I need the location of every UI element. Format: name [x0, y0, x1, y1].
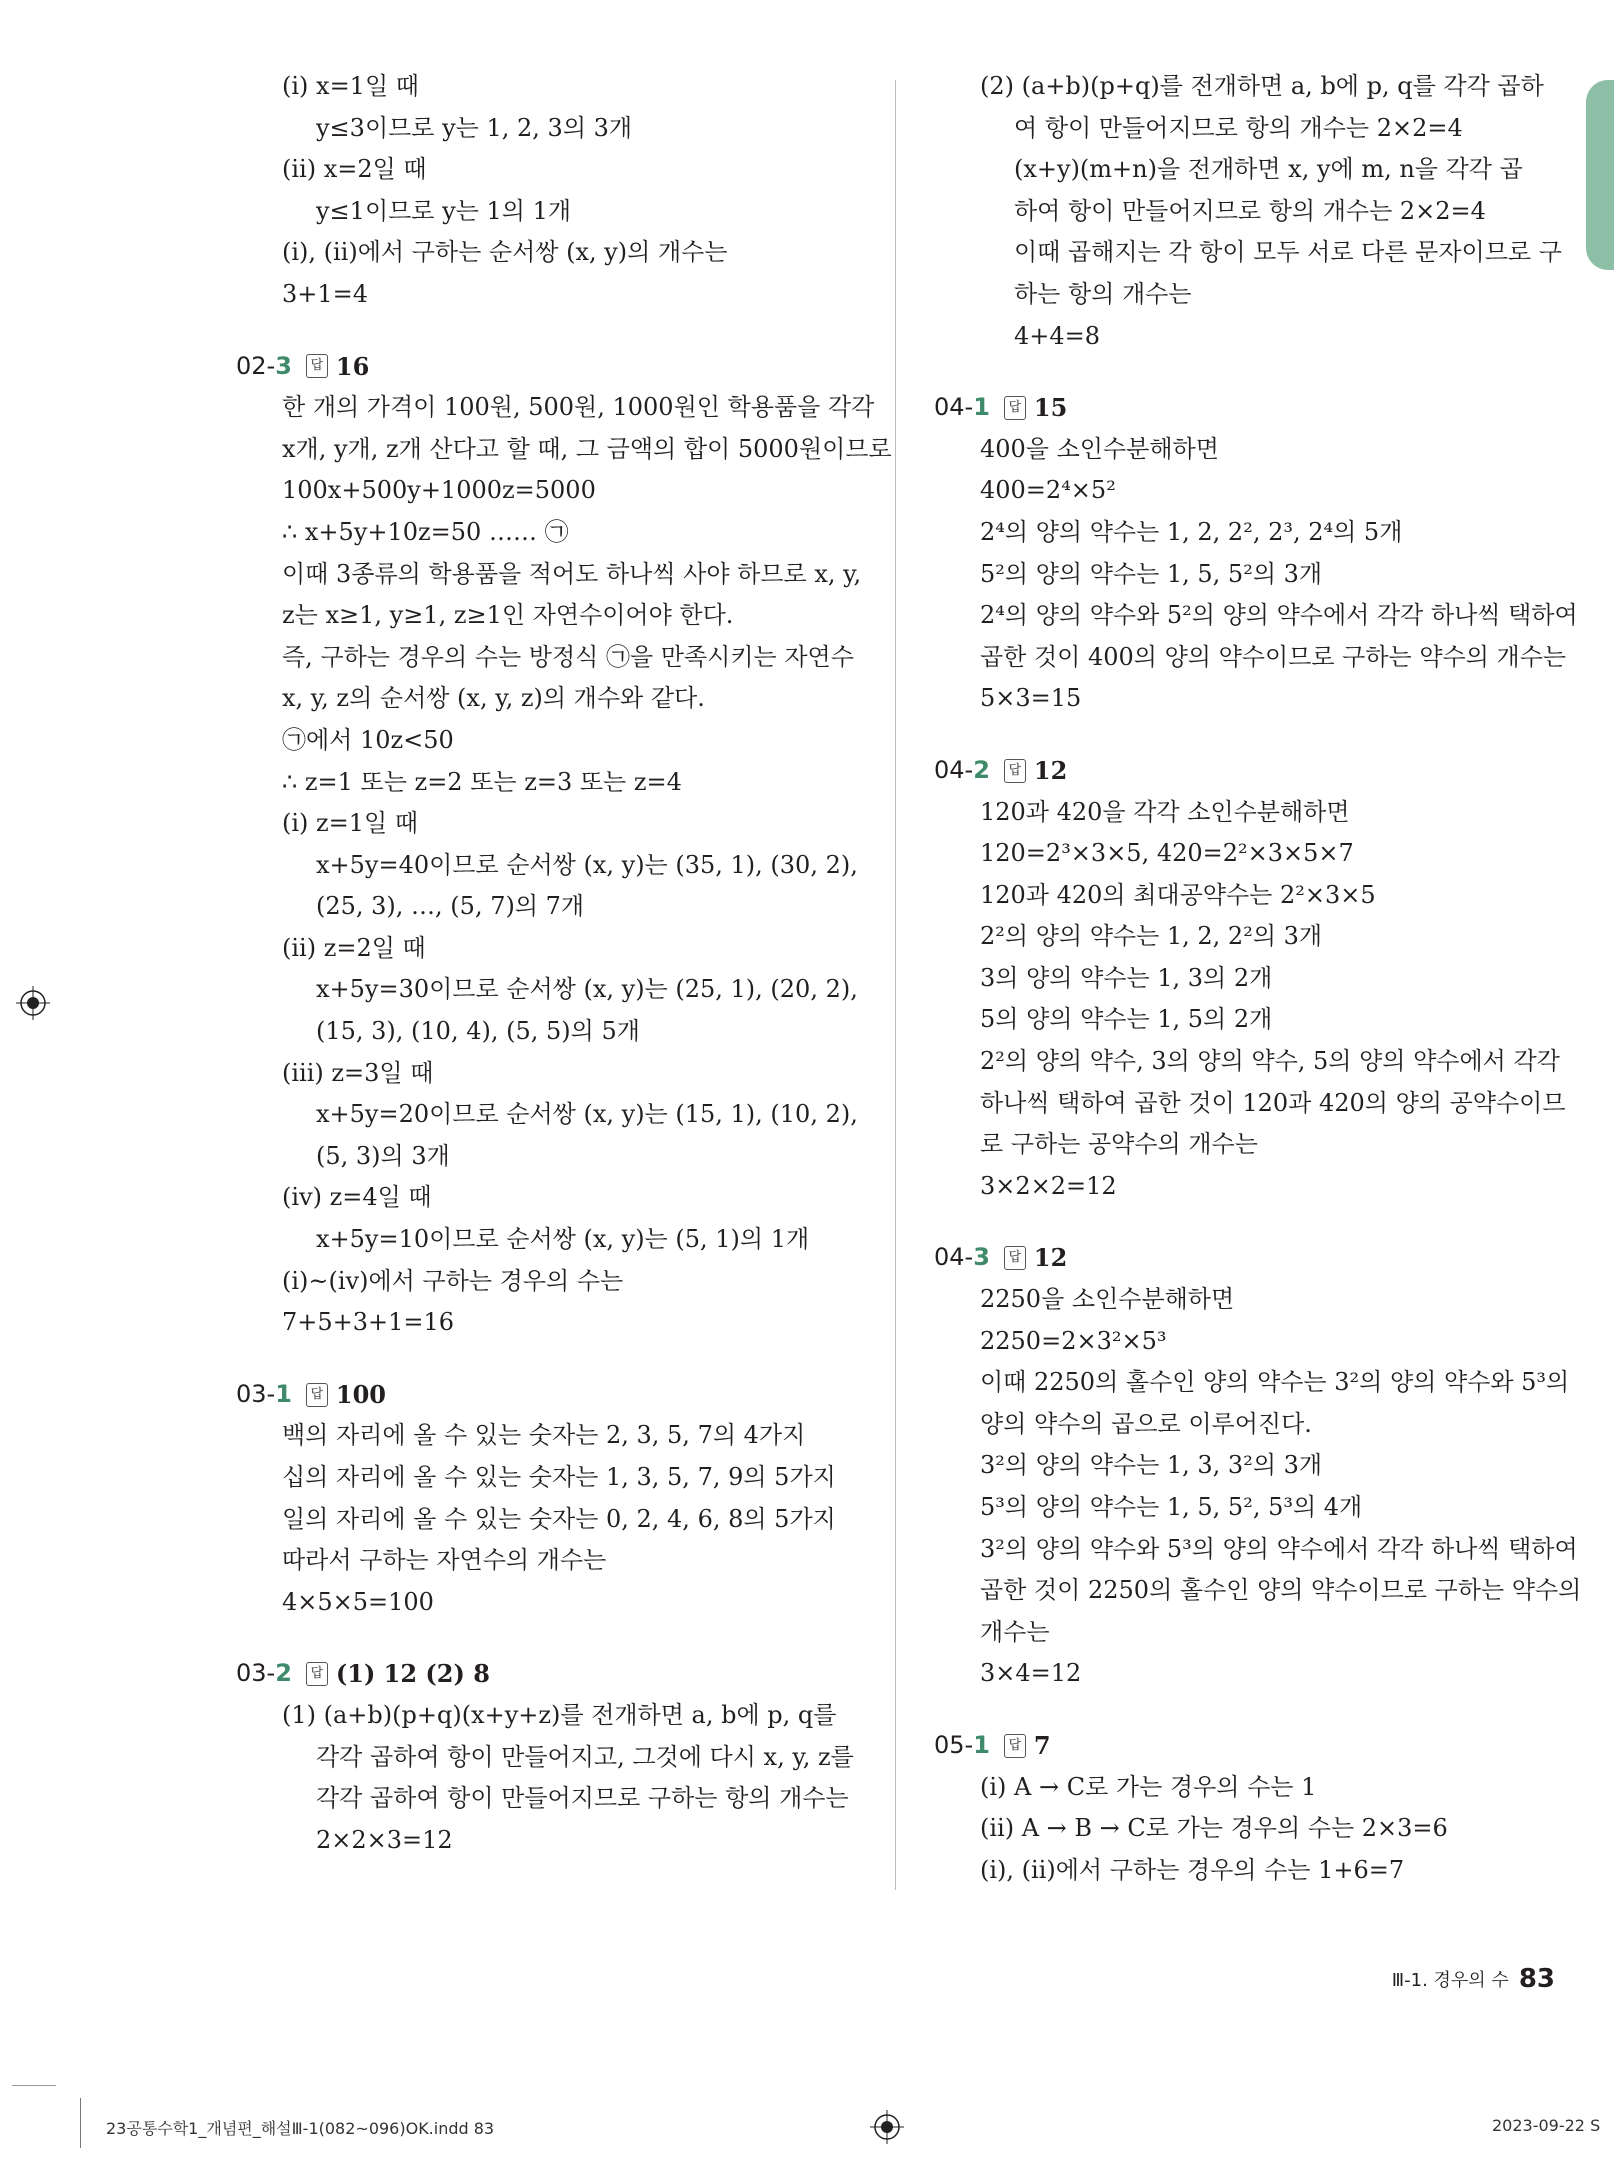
solution-line: ∴ x+5y+10z=50 …… ㉠	[282, 517, 569, 546]
problem-number	[934, 1237, 990, 1279]
problem-number-prefix: 04-	[934, 1243, 974, 1272]
answer-icon: 답	[1004, 1246, 1026, 1270]
solution-line: 120과 420의 최대공약수는 2²×3×5	[980, 880, 1376, 909]
solution-line: 따라서 구하는 자연수의 개수는	[282, 1546, 607, 1575]
solution-line: 2250=2×3²×5³	[980, 1326, 1167, 1355]
solution-line: x+5y=40이므로 순서쌍 (x, y)는 (35, 1), (30, 2),	[316, 850, 858, 879]
solution-line: (ⅰ) x=1일 때	[282, 72, 419, 100]
solution-line: (ⅰ), (ⅱ)에서 구하는 경우의 수는 1+6=7	[980, 1855, 1405, 1884]
solution-line: (1) (a+b)(p+q)(x+y+z)를 전개하면 a, b에 p, q를	[282, 1700, 837, 1729]
problem-number	[934, 387, 990, 429]
answer-value: 7	[1033, 1730, 1051, 1760]
problem-number-index: 3	[275, 351, 292, 380]
print-slug-date: 2023-09-22 S	[1492, 2116, 1601, 2135]
solution-line: 2×2×3=12	[316, 1825, 453, 1854]
problem-number-index: 2	[973, 755, 990, 784]
solution-line: 3+1=4	[282, 279, 369, 308]
solution-line: x, y, z의 순서쌍 (x, y, z)의 개수와 같다.	[282, 684, 705, 713]
problem-number	[934, 1725, 990, 1767]
answer-value: 15	[1033, 393, 1068, 423]
solution-line: (ⅳ) z=4일 때	[282, 1183, 432, 1212]
solution-line: (ⅰ) z=1일 때	[282, 809, 419, 838]
solution-line: ㉠에서 10z<50	[282, 725, 454, 754]
solution-line: 3의 양의 약수는 1, 3의 2개	[980, 963, 1273, 992]
problem-number-prefix: 04-	[934, 755, 974, 784]
problem-header	[934, 1725, 1562, 1767]
solution-line: 2⁴의 양의 약수와 5²의 양의 약수에서 각각 하나씩 택하여	[980, 601, 1578, 630]
solution-line: (25, 3), …, (5, 7)의 7개	[316, 892, 585, 921]
problem-header	[236, 1374, 876, 1416]
solution-line: 한 개의 가격이 100원, 500원, 1000원인 학용품을 각각	[282, 393, 875, 422]
solution-line: 3×2×2=12	[980, 1171, 1117, 1200]
solution-line: 3×4=12	[980, 1659, 1082, 1688]
solution-line: (ⅰ) A → C로 가는 경우의 수는 1	[980, 1772, 1317, 1801]
solution-line: 일의 자리에 올 수 있는 숫자는 0, 2, 4, 6, 8의 5가지	[282, 1504, 836, 1533]
answer-icon: 답	[1004, 759, 1026, 783]
solution-line: (ⅰ), (ⅱ)에서 구하는 순서쌍 (x, y)의 개수는	[282, 238, 728, 267]
solution-line: (15, 3), (10, 4), (5, 5)의 5개	[316, 1017, 640, 1046]
solution-line: 양의 약수의 곱으로 이루어진다.	[980, 1409, 1312, 1438]
section-gap	[934, 720, 1562, 750]
solution-line: 5의 양의 약수는 1, 5의 2개	[980, 1005, 1273, 1034]
problem-number-prefix: 05-	[934, 1730, 974, 1759]
answer-value: 16	[335, 351, 370, 381]
solution-line: (2) (a+b)(p+q)를 전개하면 a, b에 p, q를 각각 곱하	[980, 72, 1544, 100]
solution-line: 120=2³×3×5, 420=2²×3×5×7	[980, 839, 1354, 868]
problem-number-index: 1	[973, 393, 990, 422]
solution-line: (ⅱ) z=2일 때	[282, 933, 426, 962]
answer-icon: 답	[306, 354, 328, 378]
solution-line: 백의 자리에 올 수 있는 숫자는 2, 3, 5, 7의 4가지	[282, 1421, 806, 1450]
solution-line: 400을 소인수분해하면	[980, 434, 1219, 463]
problem-number	[236, 346, 292, 388]
answer-value: 12	[1033, 1243, 1068, 1273]
section-gap	[236, 316, 876, 346]
solution-line: 이때 곱해지는 각 항이 모두 서로 다른 문자이므로 구	[1014, 238, 1562, 267]
solution-line: 십의 자리에 올 수 있는 숫자는 1, 3, 5, 7, 9의 5가지	[282, 1463, 836, 1491]
solution-line: 3²의 양의 약수와 5³의 양의 약수에서 각각 하나씩 택하여	[980, 1534, 1578, 1563]
page-number: 83	[1518, 1964, 1555, 1994]
solution-line: 하는 항의 개수는	[1014, 279, 1192, 308]
solution-line: 7+5+3+1=16	[282, 1308, 455, 1337]
solution-line: 개수는	[980, 1617, 1050, 1646]
column-divider	[895, 80, 896, 1890]
chapter-side-tab	[1586, 80, 1614, 270]
solution-line: z는 x≥1, y≥1, z≥1인 자연수이어야 한다.	[282, 601, 734, 630]
solution-line: ∴ z=1 또는 z=2 또는 z=3 또는 z=4	[282, 767, 682, 796]
solution-line: 곱한 것이 2250의 홀수인 양의 약수이므로 구하는 약수의	[980, 1576, 1582, 1605]
solution-line: 5³의 양의 약수는 1, 5, 5², 5³의 4개	[980, 1493, 1363, 1521]
footer-section-title: Ⅲ-1. 경우의 수	[1391, 1970, 1509, 1991]
problem-header	[236, 346, 876, 388]
problem-number-prefix: 03-	[236, 1659, 276, 1688]
solution-line: x+5y=10이므로 순서쌍 (x, y)는 (5, 1)의 1개	[316, 1225, 810, 1254]
right-column	[934, 66, 1582, 1891]
registration-mark-icon	[16, 986, 50, 1020]
page-footer	[1370, 1964, 1555, 1994]
problem-header	[934, 387, 1562, 429]
solution-line: 곱한 것이 400의 양의 약수이므로 구하는 약수의 개수는	[980, 642, 1567, 671]
solution-line: (5, 3)의 3개	[316, 1141, 450, 1170]
solution-line: 2⁴의 양의 약수는 1, 2, 2², 2³, 2⁴의 5개	[980, 517, 1403, 546]
solution-line: 여 항이 만들어지므로 항의 개수는 2×2=4	[1014, 113, 1463, 142]
answer-icon: 답	[306, 1662, 328, 1686]
solution-line: 100x+500y+1000z=5000	[282, 476, 596, 505]
solution-line: 400=2⁴×5²	[980, 476, 1116, 505]
problem-number-index: 1	[275, 1379, 292, 1408]
solution-line: 4+4=8	[1014, 321, 1101, 350]
answer-value: 100	[335, 1379, 387, 1409]
section-gap	[236, 1623, 876, 1653]
solution-line: 120과 420을 각각 소인수분해하면	[980, 797, 1350, 826]
problem-number-prefix: 04-	[934, 393, 974, 422]
answer-value: (1) 12 (2) 8	[335, 1659, 490, 1689]
solution-line: y≤3이므로 y는 1, 2, 3의 3개	[316, 113, 633, 142]
solution-line: (ⅱ) A → B → C로 가는 경우의 수는 2×3=6	[980, 1814, 1448, 1843]
solution-line: 각각 곱하여 항이 만들어지고, 그것에 다시 x, y, z를	[316, 1742, 854, 1771]
answer-icon: 답	[1004, 396, 1026, 420]
solution-line: 2250을 소인수분해하면	[980, 1285, 1235, 1314]
solution-line: 3²의 양의 약수는 1, 3, 3²의 3개	[980, 1451, 1323, 1480]
problem-number-prefix: 02-	[236, 351, 276, 380]
solution-line: x+5y=30이므로 순서쌍 (x, y)는 (25, 1), (20, 2),	[316, 975, 858, 1004]
solution-line: y≤1이므로 y는 1의 1개	[316, 196, 572, 225]
solution-line: 5×3=15	[980, 684, 1082, 713]
solution-line: 이때 3종류의 학용품을 적어도 하나씩 사야 하므로 x, y,	[282, 559, 862, 588]
solution-line: 하나씩 택하여 곱한 것이 120과 420의 양의 공약수이므	[980, 1088, 1566, 1117]
problem-number	[934, 750, 990, 792]
problem-number-index: 3	[973, 1243, 990, 1272]
problem-number	[236, 1653, 292, 1695]
crop-rule	[12, 2085, 56, 2086]
solution-line: (ⅱ) x=2일 때	[282, 155, 427, 184]
solution-line: x개, y개, z개 산다고 할 때, 그 금액의 합이 5000원이므로	[282, 434, 892, 463]
solution-line: x+5y=20이므로 순서쌍 (x, y)는 (15, 1), (10, 2),	[316, 1100, 858, 1129]
slug-divider	[80, 2098, 81, 2148]
solution-line: 2²의 양의 약수, 3의 양의 약수, 5의 양의 약수에서 각각	[980, 1047, 1560, 1076]
print-slug-filename: 23공통수학1_개념편_해설Ⅲ-1(082~096)OK.indd 83	[106, 2119, 495, 2138]
solution-line: 로 구하는 공약수의 개수는	[980, 1130, 1258, 1159]
section-gap	[934, 357, 1562, 387]
problem-header	[934, 1237, 1562, 1279]
solution-line: 각각 곱하여 항이 만들어지므로 구하는 항의 개수는	[316, 1784, 849, 1813]
solution-line: 2²의 양의 약수는 1, 2, 2²의 3개	[980, 922, 1323, 951]
problem-number-index: 2	[275, 1659, 292, 1688]
answer-icon: 답	[1004, 1734, 1026, 1758]
solution-line: (ⅲ) z=3일 때	[282, 1058, 434, 1087]
solution-line: 4×5×5=100	[282, 1587, 434, 1616]
answer-icon: 답	[306, 1383, 328, 1407]
left-column	[236, 66, 892, 1861]
problem-header	[934, 750, 1562, 792]
solution-line: (x+y)(m+n)을 전개하면 x, y에 m, n을 각각 곱	[1014, 155, 1523, 184]
solution-line: 하여 항이 만들어지므로 항의 개수는 2×2=4	[1014, 196, 1486, 225]
solution-line: 이때 2250의 홀수인 양의 약수는 3²의 양의 약수와 5³의	[980, 1368, 1570, 1397]
solution-line: 5²의 양의 약수는 1, 5, 5²의 3개	[980, 559, 1323, 588]
problem-number	[236, 1374, 292, 1416]
problem-number-index: 1	[973, 1730, 990, 1759]
solution-line: (ⅰ)~(ⅳ)에서 구하는 경우의 수는	[282, 1266, 624, 1295]
answer-value: 12	[1033, 755, 1068, 785]
problem-header	[236, 1653, 876, 1695]
section-gap	[934, 1695, 1562, 1725]
problem-number-prefix: 03-	[236, 1379, 276, 1408]
section-gap	[934, 1207, 1562, 1237]
solution-line: 즉, 구하는 경우의 수는 방정식 ㉠을 만족시키는 자연수	[282, 642, 854, 671]
section-gap	[236, 1344, 876, 1374]
registration-mark-icon	[870, 2110, 904, 2144]
